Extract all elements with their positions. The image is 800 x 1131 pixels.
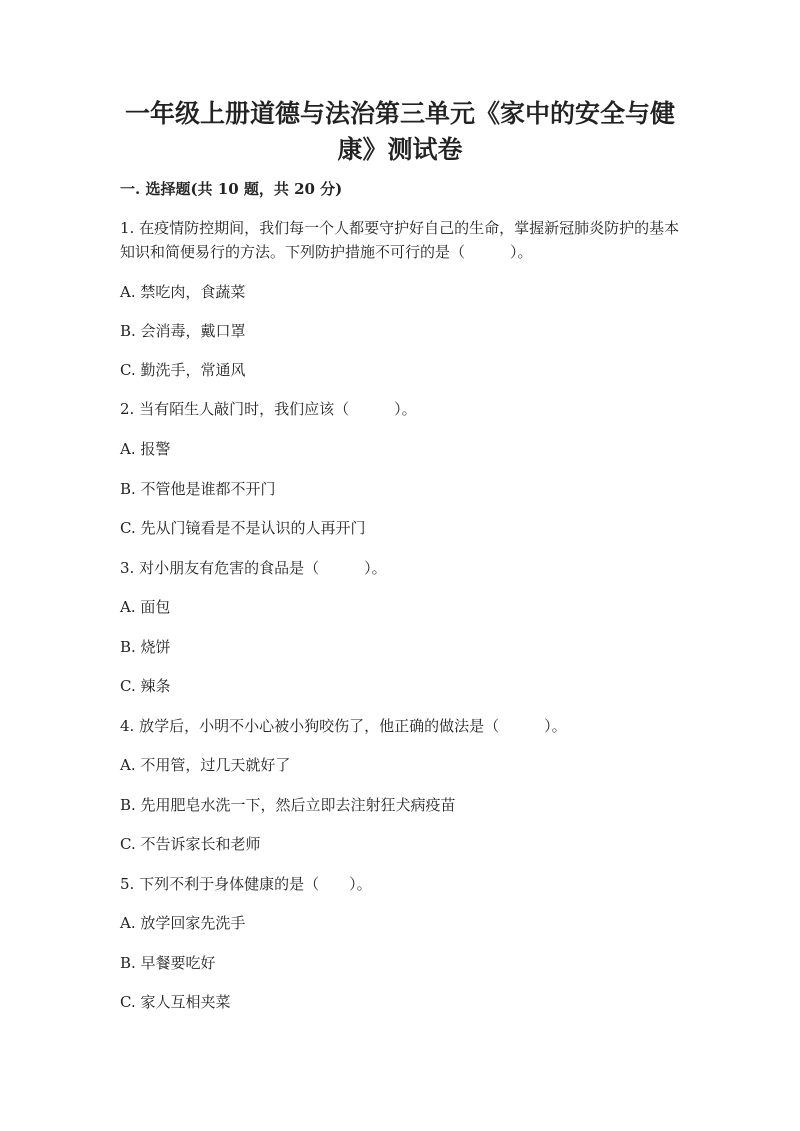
question-4-option-c: C. 不告诉家长和老师 [120,835,261,853]
question-2-option-c: C. 先从门镜看是不是认识的人再开门 [120,519,366,537]
question-2-option-a: A. 报警 [120,440,171,458]
question-5-option-a: A. 放学回家先洗手 [120,914,246,932]
question-5-stem: 5. 下列不利于身体健康的是（ ）。 [120,875,372,893]
question-4-stem: 4. 放学后，小明不小心被小狗咬伤了，他正确的做法是（ ）。 [120,717,567,735]
question-3-stem: 3. 对小朋友有危害的食品是（ ）。 [120,559,387,577]
question-5-option-c: C. 家人互相夹菜 [120,993,231,1011]
question-3-option-b: B. 烧饼 [120,638,171,656]
question-2-stem: 2. 当有陌生人敲门时，我们应该（ ）。 [120,400,417,418]
question-1-option-a: A. 禁吃肉，食蔬菜 [120,283,246,301]
section-heading: 一. 选择题(共 10 题，共 20 分) [120,180,343,198]
question-4-option-b: B. 先用肥皂水洗一下，然后立即去注射狂犬病疫苗 [120,796,456,814]
question-1-option-c: C. 勤洗手，常通风 [120,361,246,379]
question-3-option-a: A. 面包 [120,598,171,616]
document-title: 一年级上册道德与法治第三单元《家中的安全与健康》测试卷 [124,99,675,164]
question-2-option-b: B. 不管他是谁都不开门 [120,480,276,498]
question-4-option-a: A. 不用管，过几天就好了 [120,756,291,774]
question-1-option-b: B. 会消毒，戴口罩 [120,322,246,340]
question-1-stem: 1. 在疫情防控期间，我们每一个人都要守护好自己的生命，掌握新冠肺炎防护的基本知识和简便易行的方法。下列防护措施不可行的是（ ）。 [120,219,680,261]
question-5-option-b: B. 早餐要吃好 [120,954,216,972]
question-3-option-c: C. 辣条 [120,677,171,695]
